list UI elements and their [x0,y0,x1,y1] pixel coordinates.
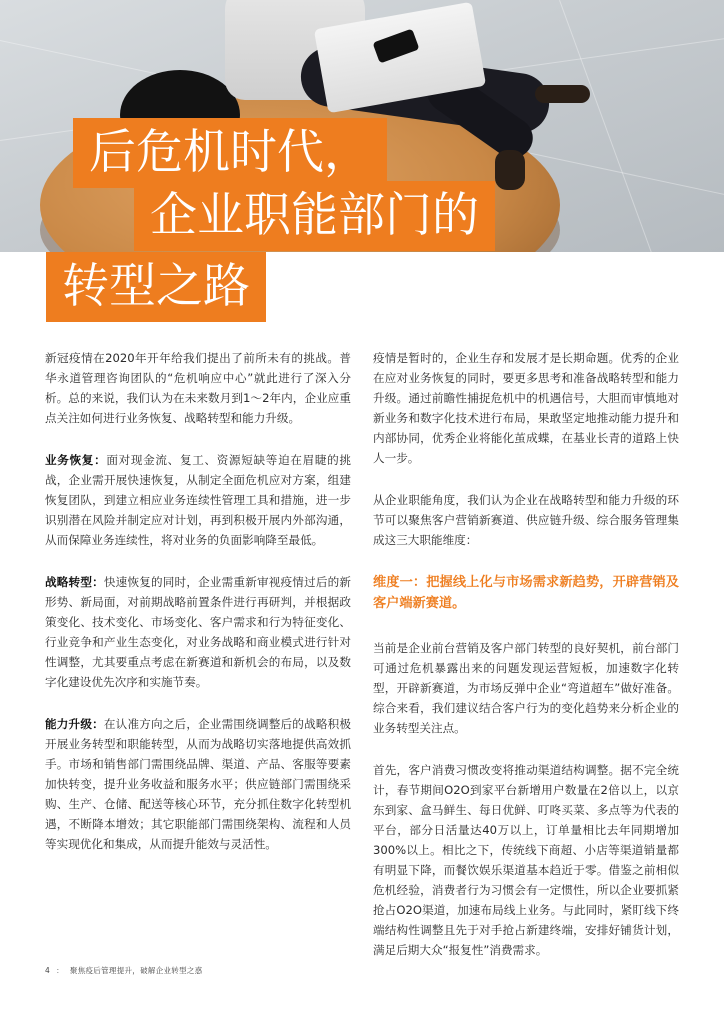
section-lead: 业务恢复： [45,453,107,467]
right-column [373,348,679,982]
paragraph-frontline: 当前是企业前台营销及客户部门转型的良好契机，前台部门可通过危机暴露出来的问题发现运营短板，加速数字化转型，开辟新赛道，为市场反弹中企业“弯道超车”做好准备。综合来看，我们建议结合客户行为的变化趋势来分析企业的业务转型关注点。 [373,641,679,735]
section-strategy-transform [45,572,351,692]
title-line-3: 转型之路 [46,252,266,322]
title-line-2: 企业职能部门的 [134,181,495,251]
intro-paragraph: 新冠疫情在2020年开年给我们提出了前所未有的挑战。普华永道管理咨询团队的“危机响应中心”就此进行了深入分析。总的来说，我们认为在未来数月到1～2年内，企业应重点关注如何进行业务恢复、战略转型和能力升级。 [45,351,351,425]
paragraph-channels: 首先，客户消费习惯改变将推动渠道结构调整。据不完全统计，春节期间O2O到家平台新增用户数量在2倍以上，以京东到家、盒马鲜生、每日优鲜、叮咚买菜、多点等为代表的平台，部分日活量达40万以上，订单量相比去年同期增加300%以上。相比之下，传统线下商超、小店等渠道销量都有明显下降，而餐饮娱乐渠道基本趋近于零。借鉴之前相似危机经验，消费者行为习惯会有一定惯性，所以企业要抓紧抢占O2O渠道，加速布局线上业务。与此同时，紧盯线下终端结构性调整且先于对手抢占新建终端，安排好铺货计划，满足后期大众“报复性”消费需求。 [373,763,679,957]
section-business-recovery [45,450,351,550]
page-footer [45,965,203,976]
section-text: 在认准方向之后，企业需围绕调整后的战略积极开展业务转型和职能转型，从而为战略切实落地提供高效抓手。市场和销售部门需围绕品牌、渠道、产品、客服等要素加快转变，提升业务收益和服务水平；供应链部门需围绕采购、生产、仓储、配送等核心环节，充分抓住数字化转型机遇，不断降本增效；其它职能部门需围绕架构、流程和人员等实现优化和集成，从而提升能效与灵活性。 [45,717,351,851]
footer-caption: 聚焦疫后管理提升，破解企业转型之惑 [69,966,203,975]
section-text: 面对现金流、复工、资源短缺等迫在眉睫的挑战，企业需开展快速恢复，从制定全面危机应对方案，组建恢复团队，到建立相应业务连续性管理工具和措施，进一步识别潜在风险并制定应对计划，再到积极开展内外部沟通，从而保障业务连续性，将对业务的负面影响降至最低。 [45,453,351,547]
footer-separator: ： [56,966,64,975]
section-lead: 战略转型： [45,575,104,589]
page-number: 4 [45,966,51,975]
dimension-one-heading: 维度一：把握线上化与市场需求新趋势，开辟营销及客户端新赛道。 [373,575,679,611]
title-line-1: 后危机时代， [73,118,387,188]
paragraph-dimensions: 从企业职能角度，我们认为企业在战略转型和能力升级的环节可以聚焦客户营销新赛道、供应链升级、综合服务管理集成这三大职能维度： [373,493,679,547]
left-column [45,348,351,876]
paragraph-outlook: 疫情是暂时的，企业生存和发展才是长期命题。优秀的企业在应对业务恢复的同时，要更多思考和准备战略转型和能力升级。通过前瞻性捕捉危机中的机遇信号，大胆而审慎地对新业务和数字化技术进行布局，果敢坚定地推动能力提升和内部协同，优秀企业将能化茧成蝶，在基业长青的道路上快人一步。 [373,351,679,465]
section-capability-upgrade [45,714,351,854]
section-lead: 能力升级： [45,717,104,731]
section-text: 快速恢复的同时，企业需重新审视疫情过后的新形势、新局面，对前期战略前置条件进行再研判，并根据政策变化、技术变化、市场变化、客户需求和行为特征变化、行业竞争和产业生态变化，对业务战略和商业模式进行针对性调整，尤其要重点考虑在新赛道和新机会的布局，以及数字化建设优先次序和实施节奏。 [45,575,351,689]
